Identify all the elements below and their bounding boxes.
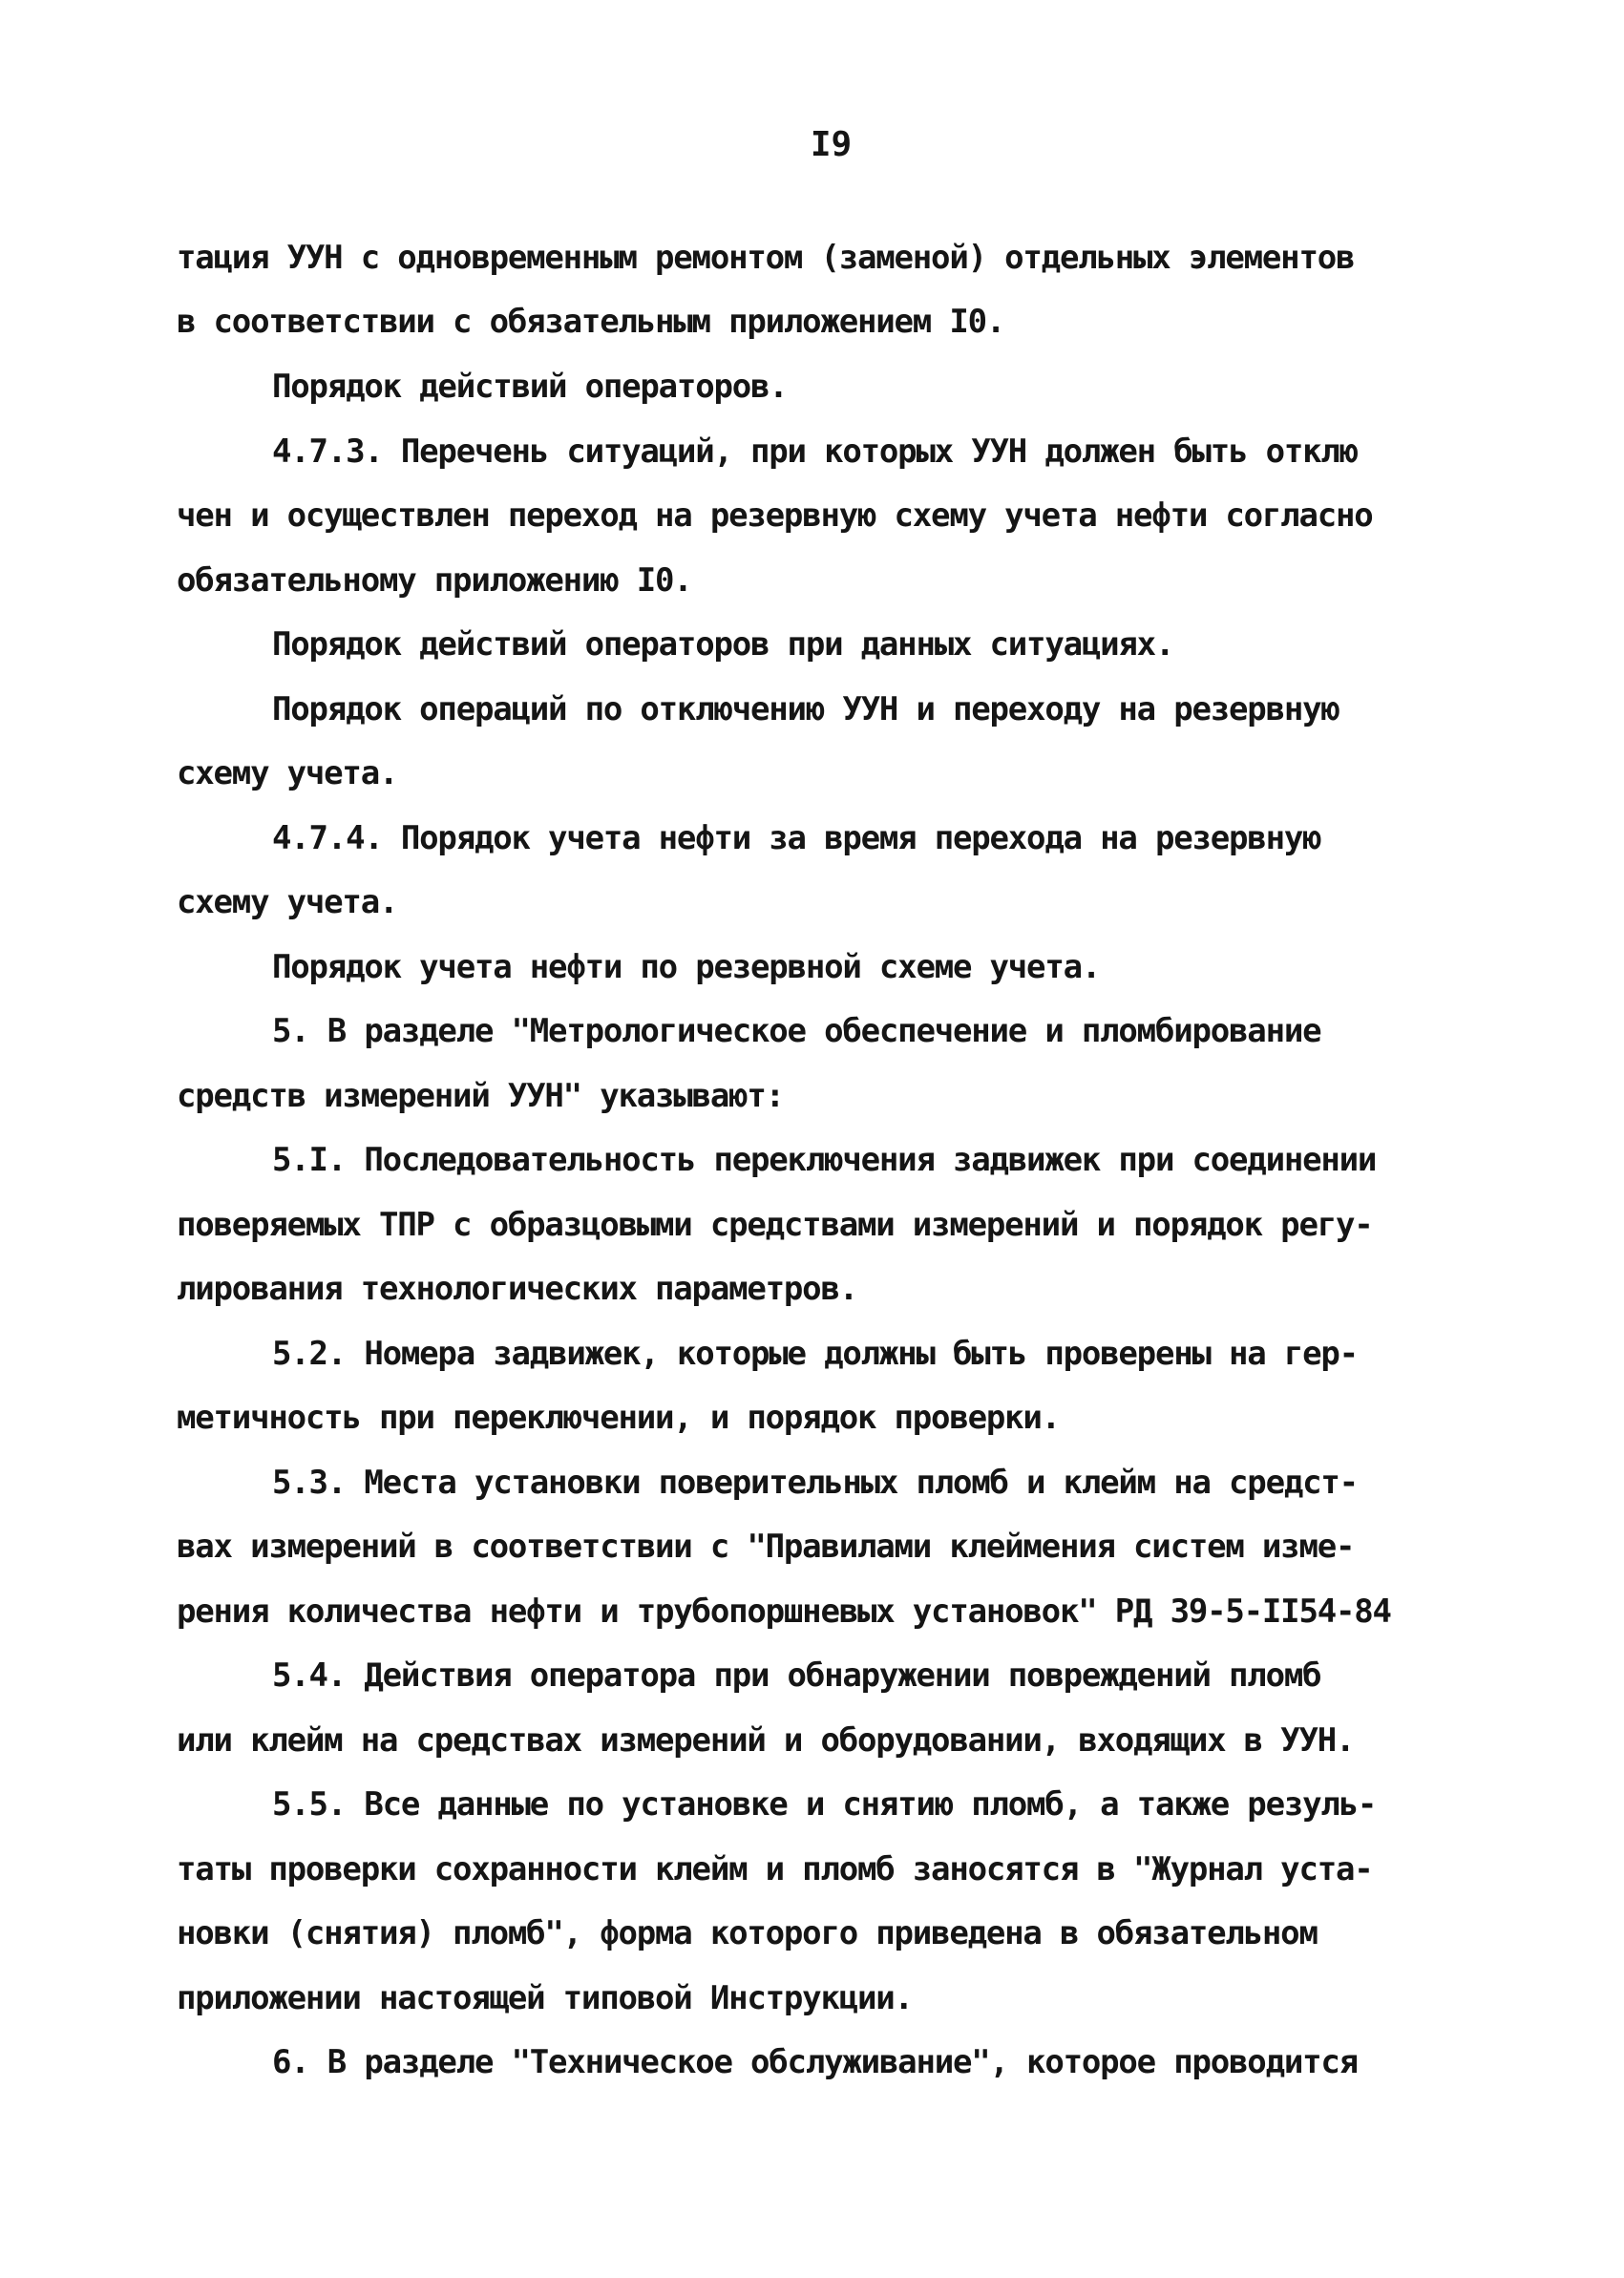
text-line: Порядок действий операторов.	[272, 368, 788, 406]
text-line: тация УУН с одновременным ремонтом (заменой) отдельных элементов	[177, 239, 1355, 277]
text-line: 5.2. Номера задвижек, которые должны быть проверены на гер-	[272, 1335, 1358, 1373]
text-line: чен и осуществлен переход на резервную схему учета нефти согласно	[177, 496, 1373, 535]
text-line: метичность при переключении, и порядок проверки.	[177, 1399, 1060, 1437]
text-line: новки (снятия) пломб", форма которого приведена в обязательном	[177, 1914, 1318, 1952]
text-line: 4.7.4. Порядок учета нефти за время перехода на резервную	[272, 819, 1321, 857]
text-line: 5.5. Все данные по установке и снятию пломб, а также резуль-	[272, 1785, 1377, 1824]
text-line: схему учета.	[177, 754, 398, 792]
text-line: 4.7.3. Перечень ситуаций, при которых УУН должен быть отклю	[272, 432, 1358, 471]
text-line: 6. В разделе "Техническое обслуживание", которое проводится	[272, 2043, 1358, 2081]
text-line: Порядок учета нефти по резервной схеме учета.	[272, 948, 1101, 986]
text-line: или клейм на средствах измерений и оборудовании, входящих в УУН.	[177, 1721, 1355, 1760]
text-line: лирования технологических параметров.	[177, 1270, 857, 1308]
text-line: поверяемых ТПР с образцовыми средствами измерений и порядок регу-	[177, 1206, 1373, 1244]
text-line: вах измерений в соответствии с "Правилами клеймения систем изме-	[177, 1528, 1355, 1566]
text-line: Порядок действий операторов при данных ситуациях.	[272, 625, 1174, 664]
text-line: рения количества нефти и трубопоршневых установок" РД 39-5-II54-84	[177, 1592, 1391, 1631]
text-line: 5.3. Места установки поверительных пломб и клейм на средст-	[272, 1464, 1358, 1502]
text-line: 5. В разделе "Метрологическое обеспечение и пломбирование	[272, 1012, 1321, 1050]
text-line: в соответствии с обязательным приложением I0.	[177, 303, 1005, 341]
text-line: Порядок операций по отключению УУН и переходу на резервную	[272, 690, 1339, 728]
text-line: таты проверки сохранности клейм и пломб заносятся в "Журнал уста-	[177, 1850, 1373, 1888]
text-line: 5.I. Последовательность переключения задвижек при соединении	[272, 1141, 1377, 1179]
text-line: схему учета.	[177, 883, 398, 921]
text-line: приложении настоящей типовой Инструкции.	[177, 1979, 913, 2017]
text-line: средств измерений УУН" указывают:	[177, 1077, 784, 1115]
page-number: I9	[810, 125, 853, 164]
text-line: обязательному приложению I0.	[177, 561, 692, 600]
text-line: 5.4. Действия оператора при обнаружении повреждений пломб	[272, 1656, 1321, 1695]
